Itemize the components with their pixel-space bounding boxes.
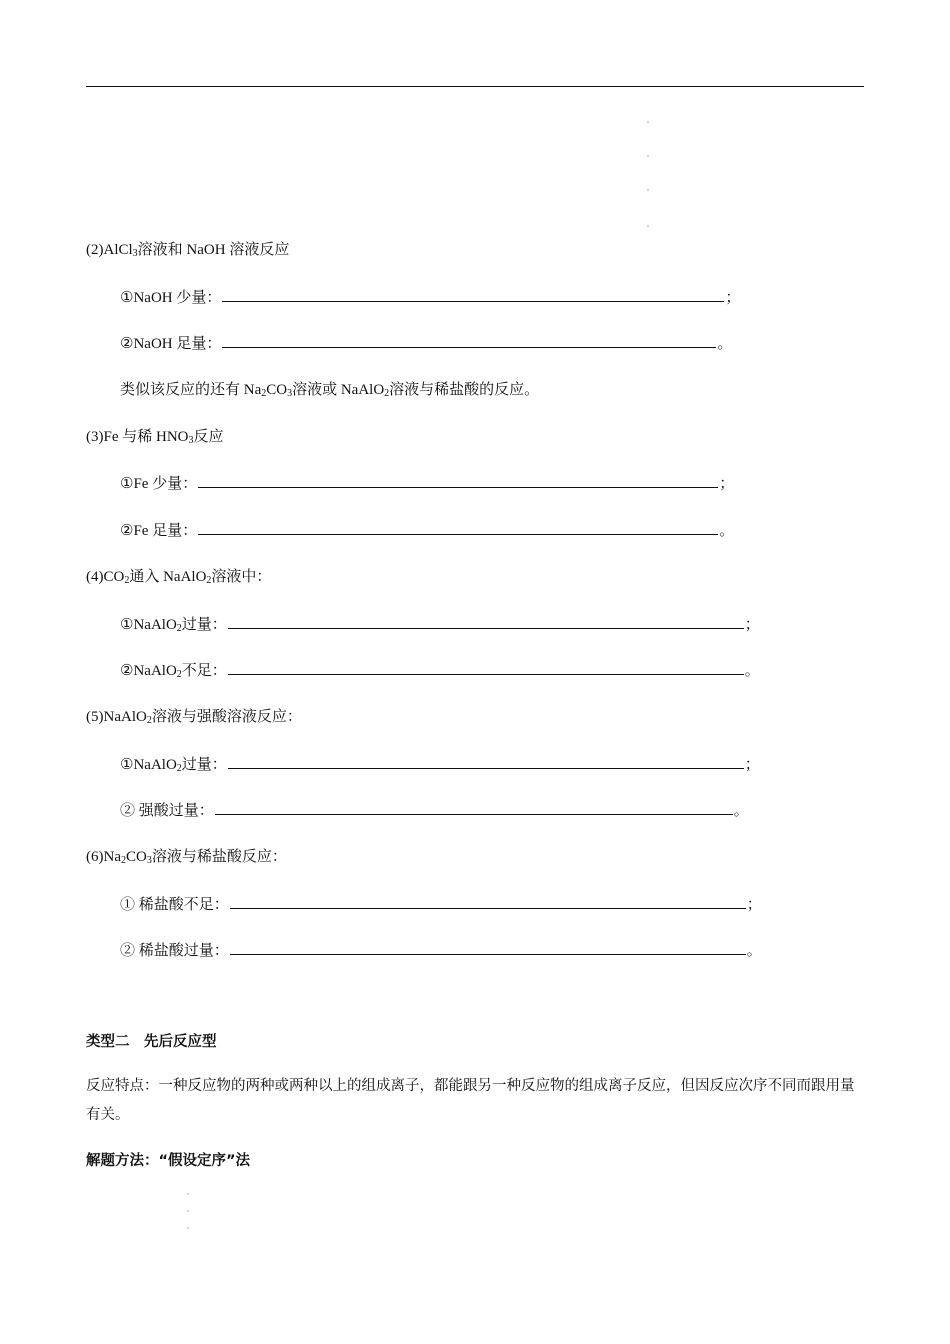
section-4-item-2: ②NaAlO$_2$不足： 。 [120, 660, 760, 680]
answer-blank[interactable] [228, 754, 744, 769]
section-4-title: $(4)CO_2$通入 NaAlO$_2$溶液中： [86, 569, 272, 586]
decorative-dot [647, 189, 649, 191]
decorative-dot [647, 225, 649, 227]
type2-heading: 类型二 先后反应型 [86, 1034, 217, 1050]
answer-blank[interactable] [230, 894, 746, 909]
section-5-item-2: ② 强酸过量： 。 [120, 800, 749, 820]
answer-blank[interactable] [222, 287, 724, 302]
decorative-dot [187, 1227, 189, 1229]
answer-blank[interactable] [230, 940, 746, 955]
decorative-dot [187, 1193, 189, 1195]
section-2-item-1: ①NaOH 少量： ； [120, 287, 740, 307]
section-3-item-2: ②Fe 足量： 。 [120, 520, 734, 540]
section-5-title: (5)NaAlO$_2$溶液与强酸溶液反应： [86, 709, 302, 726]
answer-blank[interactable] [228, 660, 744, 675]
section-6-item-2: ② 稀盐酸过量： 。 [120, 940, 762, 960]
section-3-title: (3)Fe 与稀 $HNO_3$反应 [86, 429, 224, 446]
answer-blank[interactable] [198, 520, 718, 535]
section-6-title: $(6)Na_2CO_3$溶液与稀盐酸反应： [86, 849, 287, 866]
answer-blank[interactable] [222, 333, 716, 348]
section-2-item-2: ②NaOH 足量： 。 [120, 333, 732, 353]
decorative-dot [187, 1210, 189, 1212]
section-6-item-1: ① 稀盐酸不足： ； [120, 894, 762, 914]
answer-blank[interactable] [215, 800, 733, 815]
section-5-item-1: ①NaAlO$_2$过量： ； [120, 754, 760, 774]
decorative-dot [647, 121, 649, 123]
section-3-item-1: ①Fe 少量： ； [120, 473, 734, 493]
decorative-dot [647, 155, 649, 157]
section-2-title: (2)AlCl$_3$溶液和 NaOH 溶液反应 [86, 242, 290, 259]
section-4-item-1: ①NaAlO$_2$过量： ； [120, 614, 760, 634]
answer-blank[interactable] [198, 473, 718, 488]
type2-feature-paragraph: 反应特点：一种反应物的两种或两种以上的组成离子，都能跟另一种反应物的组成离子反应，但因反应次序不同而跟用量有关。 [86, 1078, 855, 1123]
answer-blank[interactable] [228, 614, 744, 629]
section-2-note: 类似该反应的还有 $Na_2CO_3$溶液或 NaAlO$_2$溶液与稀盐酸的反应。 [120, 382, 540, 399]
header-rule [86, 86, 864, 87]
type2-method-heading: 解题方法：“假设定序”法 [86, 1153, 251, 1169]
